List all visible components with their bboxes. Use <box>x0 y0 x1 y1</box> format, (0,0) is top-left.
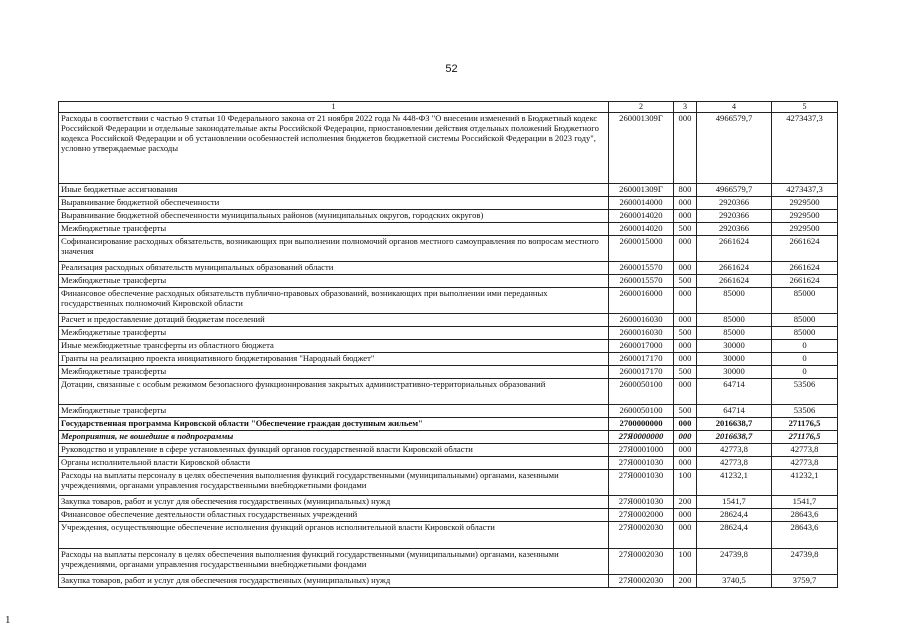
row-value-2023: 2661624 <box>697 275 772 288</box>
row-name: Межбюджетные трансферты <box>59 366 609 379</box>
row-code: 27Я0002030 <box>609 575 674 588</box>
table-row <box>59 113 838 184</box>
table-row <box>59 470 838 496</box>
row-name: Закупка товаров, работ и услуг для обеспечения государственных (муниципальных) нужд <box>59 575 609 588</box>
row-value-2024: 2661624 <box>772 236 838 262</box>
row-name: Финансовое обеспечение расходных обязательств публично-правовых образований, возникающих при выполнении ими переданных государственных полномочий Кировской области <box>59 288 609 314</box>
row-value-2024: 4273437,3 <box>772 113 838 184</box>
budget-table <box>58 101 838 588</box>
row-value-2024: 24739,8 <box>772 549 838 575</box>
row-value-2024: 271176,5 <box>772 418 838 431</box>
table-row <box>59 184 838 197</box>
row-value-2024: 2929500 <box>772 197 838 210</box>
row-expense-type: 000 <box>674 210 697 223</box>
row-expense-type: 000 <box>674 418 697 431</box>
row-name: Расходы в соответствии с частью 9 статьи 10 Федерального закона от 21 ноября 2022 года № 448-ФЗ "О внесении изменений в Бюджетный кодекс Российской Федерации и отдельные законодательные акты Российской Федерации, приостановлении действия отдельных положений Бюджетного кодекса Российской Федерации и об установлении особенностей исполнения бюджетов бюджетной системы Российской Федерации в 2023 году", условно утверждаемые расходы <box>59 113 609 184</box>
table-row <box>59 457 838 470</box>
row-value-2023: 2016638,7 <box>697 431 772 444</box>
table-row <box>59 288 838 314</box>
header-col-3: 3 <box>674 102 697 113</box>
table-row <box>59 549 838 575</box>
row-name: Реализация расходных обязательств муниципальных образований области <box>59 262 609 275</box>
row-code: 2600016030 <box>609 314 674 327</box>
row-expense-type: 000 <box>674 353 697 366</box>
row-name: Органы исполнительной власти Кировской области <box>59 457 609 470</box>
row-name: Руководство и управление в сфере установленных функций органов государственной власти Кировской области <box>59 444 609 457</box>
row-value-2024: 85000 <box>772 314 838 327</box>
row-code: 2600015000 <box>609 236 674 262</box>
row-value-2023: 85000 <box>697 288 772 314</box>
table-row <box>59 314 838 327</box>
row-expense-type: 800 <box>674 184 697 197</box>
row-value-2024: 0 <box>772 366 838 379</box>
row-value-2023: 4966579,7 <box>697 184 772 197</box>
row-code: 2600014020 <box>609 223 674 236</box>
page-number: 52 <box>445 63 458 75</box>
table-row <box>59 509 838 522</box>
row-code: 27Я0002030 <box>609 522 674 549</box>
row-value-2023: 1541,7 <box>697 496 772 509</box>
row-code: 2600050100 <box>609 405 674 418</box>
row-value-2023: 42773,8 <box>697 444 772 457</box>
row-value-2023: 28624,4 <box>697 522 772 549</box>
row-expense-type: 500 <box>674 327 697 340</box>
row-name: Расходы на выплаты персоналу в целях обеспечения выполнения функций государственными (муниципальными) органами, казенными учреждениями, органами управления государственными внебюджетными фондами <box>59 549 609 575</box>
row-value-2024: 85000 <box>772 288 838 314</box>
table-row <box>59 262 838 275</box>
table-row <box>59 366 838 379</box>
row-expense-type: 000 <box>674 288 697 314</box>
row-value-2023: 41232,1 <box>697 470 772 496</box>
row-value-2024: 41232,1 <box>772 470 838 496</box>
header-col-5: 5 <box>772 102 838 113</box>
row-code: 2600015570 <box>609 275 674 288</box>
row-code: 2600050100 <box>609 379 674 405</box>
row-expense-type: 000 <box>674 236 697 262</box>
row-value-2023: 85000 <box>697 314 772 327</box>
row-value-2024: 42773,8 <box>772 457 838 470</box>
table-header-row <box>59 102 838 113</box>
header-col-2: 2 <box>609 102 674 113</box>
row-name: Гранты на реализацию проекта инициативного бюджетирования "Народный бюджет" <box>59 353 609 366</box>
row-value-2024: 2929500 <box>772 210 838 223</box>
row-value-2023: 24739,8 <box>697 549 772 575</box>
row-name: Выравнивание бюджетной обеспеченности муниципальных районов (муниципальных округов, городских округов) <box>59 210 609 223</box>
header-col-4: 4 <box>697 102 772 113</box>
row-code: 27Я0000000 <box>609 431 674 444</box>
row-expense-type: 500 <box>674 275 697 288</box>
table-row <box>59 379 838 405</box>
row-value-2023: 2920366 <box>697 223 772 236</box>
row-value-2023: 2920366 <box>697 210 772 223</box>
table-row <box>59 197 838 210</box>
margin-mark: 1 <box>5 614 11 626</box>
table-row <box>59 405 838 418</box>
row-name: Межбюджетные трансферты <box>59 327 609 340</box>
row-expense-type: 500 <box>674 366 697 379</box>
row-value-2024: 28643,6 <box>772 509 838 522</box>
row-value-2023: 30000 <box>697 340 772 353</box>
row-expense-type: 000 <box>674 113 697 184</box>
table-row <box>59 340 838 353</box>
row-name: Иные бюджетные ассигнования <box>59 184 609 197</box>
row-value-2023: 30000 <box>697 353 772 366</box>
row-value-2023: 30000 <box>697 366 772 379</box>
row-code: 2600015570 <box>609 262 674 275</box>
table-row <box>59 327 838 340</box>
row-name: Учреждения, осуществляющие обеспечение исполнения функций органов исполнительной власти Кировской области <box>59 522 609 549</box>
row-code: 27Я0002030 <box>609 549 674 575</box>
row-expense-type: 000 <box>674 379 697 405</box>
row-value-2024: 0 <box>772 353 838 366</box>
row-value-2024: 53506 <box>772 405 838 418</box>
row-expense-type: 000 <box>674 314 697 327</box>
row-name: Межбюджетные трансферты <box>59 405 609 418</box>
row-name: Закупка товаров, работ и услуг для обеспечения государственных (муниципальных) нужд <box>59 496 609 509</box>
row-expense-type: 000 <box>674 340 697 353</box>
row-code: 260001309Г <box>609 184 674 197</box>
row-value-2024: 2929500 <box>772 223 838 236</box>
row-value-2023: 64714 <box>697 405 772 418</box>
row-expense-type: 000 <box>674 457 697 470</box>
row-expense-type: 200 <box>674 496 697 509</box>
row-value-2024: 28643,6 <box>772 522 838 549</box>
row-value-2023: 2920366 <box>697 197 772 210</box>
table-row <box>59 444 838 457</box>
row-code: 2600017170 <box>609 366 674 379</box>
row-expense-type: 500 <box>674 223 697 236</box>
table-row <box>59 353 838 366</box>
row-expense-type: 500 <box>674 405 697 418</box>
row-name: Межбюджетные трансферты <box>59 223 609 236</box>
row-expense-type: 000 <box>674 444 697 457</box>
row-expense-type: 000 <box>674 522 697 549</box>
table-row <box>59 522 838 549</box>
table-row <box>59 275 838 288</box>
row-name: Расчет и предоставление дотаций бюджетам поселений <box>59 314 609 327</box>
row-code: 27Я0001030 <box>609 496 674 509</box>
row-expense-type: 000 <box>674 262 697 275</box>
row-name: Софинансирование расходных обязательств, возникающих при выполнении полномочий органов местного самоуправления по вопросам местного значения <box>59 236 609 262</box>
row-code: 2600016000 <box>609 288 674 314</box>
row-code: 2600014000 <box>609 197 674 210</box>
header-col-1: 1 <box>59 102 609 113</box>
row-value-2023: 3740,5 <box>697 575 772 588</box>
row-code: 2600017170 <box>609 353 674 366</box>
row-value-2023: 2661624 <box>697 262 772 275</box>
row-value-2023: 64714 <box>697 379 772 405</box>
row-name: Мероприятия, не вошедшие в подпрограммы <box>59 431 609 444</box>
row-code: 27Я0001030 <box>609 470 674 496</box>
row-value-2024: 4273437,3 <box>772 184 838 197</box>
row-value-2023: 28624,4 <box>697 509 772 522</box>
row-value-2024: 1541,7 <box>772 496 838 509</box>
row-value-2023: 2016638,7 <box>697 418 772 431</box>
row-value-2023: 4966579,7 <box>697 113 772 184</box>
row-name: Выравнивание бюджетной обеспеченности <box>59 197 609 210</box>
row-value-2024: 42773,8 <box>772 444 838 457</box>
row-value-2024: 2661624 <box>772 262 838 275</box>
row-value-2023: 42773,8 <box>697 457 772 470</box>
row-expense-type: 100 <box>674 470 697 496</box>
table-row <box>59 210 838 223</box>
row-expense-type: 100 <box>674 549 697 575</box>
table-row <box>59 496 838 509</box>
row-value-2024: 271176,5 <box>772 431 838 444</box>
row-expense-type: 000 <box>674 197 697 210</box>
table-row <box>59 575 838 588</box>
row-name: Дотации, связанные с особым режимом безопасного функционирования закрытых административно-территориальных образований <box>59 379 609 405</box>
table-row <box>59 418 838 431</box>
row-code: 2600016030 <box>609 327 674 340</box>
row-expense-type: 000 <box>674 509 697 522</box>
row-name: Государственная программа Кировской области "Обеспечение граждан доступным жильем" <box>59 418 609 431</box>
row-value-2024: 3759,7 <box>772 575 838 588</box>
row-expense-type: 000 <box>674 431 697 444</box>
row-value-2024: 85000 <box>772 327 838 340</box>
row-value-2024: 0 <box>772 340 838 353</box>
row-name: Межбюджетные трансферты <box>59 275 609 288</box>
row-code: 2600014020 <box>609 210 674 223</box>
row-code: 2700000000 <box>609 418 674 431</box>
row-value-2023: 2661624 <box>697 236 772 262</box>
row-name: Иные межбюджетные трансферты из областного бюджета <box>59 340 609 353</box>
table-row <box>59 223 838 236</box>
row-value-2023: 85000 <box>697 327 772 340</box>
row-code: 27Я0001030 <box>609 457 674 470</box>
row-code: 27Я0001000 <box>609 444 674 457</box>
row-value-2024: 53506 <box>772 379 838 405</box>
row-name: Расходы на выплаты персоналу в целях обеспечения выполнения функций государственными (муниципальными) органами, казенными учреждениями, органами управления государственными внебюджетными фондами <box>59 470 609 496</box>
row-expense-type: 200 <box>674 575 697 588</box>
row-value-2024: 2661624 <box>772 275 838 288</box>
row-code: 27Я0002000 <box>609 509 674 522</box>
row-name: Финансовое обеспечение деятельности областных государственных учреждений <box>59 509 609 522</box>
table-row <box>59 431 838 444</box>
row-code: 260001309Г <box>609 113 674 184</box>
table-row <box>59 236 838 262</box>
row-code: 2600017000 <box>609 340 674 353</box>
